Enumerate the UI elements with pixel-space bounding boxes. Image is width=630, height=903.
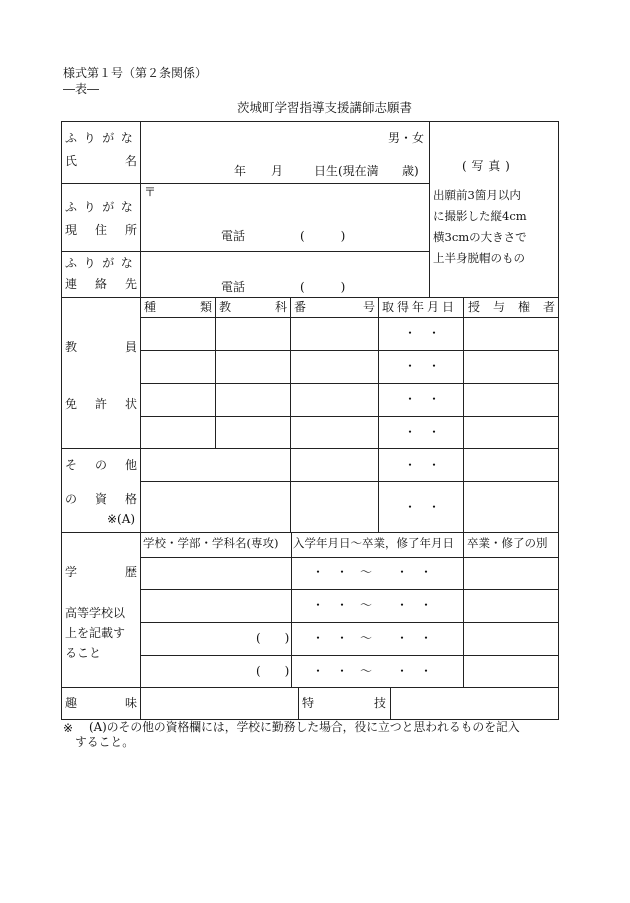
photo-instructions: 出願前3箇月以内 に撮影した縦4cm 横3cmの大きさで 上半身脱帽のもの <box>433 188 527 265</box>
license-date-2: ・ ・ <box>404 359 441 373</box>
license-date-3: ・ ・ <box>404 392 441 406</box>
education-note: 高等学校以 上を記載す ること <box>65 606 126 660</box>
gender-select[interactable]: 男・女 <box>388 131 425 145</box>
name-label: 氏 名 <box>65 154 137 168</box>
postal-mark: 〒 <box>144 185 157 199</box>
contact-furigana-label: ふりがな <box>65 256 140 270</box>
other-label-1: そ の 他 <box>65 458 137 472</box>
birth-month-label: 月 <box>271 164 284 178</box>
edu-major-parens-1: ( ) <box>256 631 290 645</box>
col-header-number: 番 号 <box>294 300 375 314</box>
contact-phone-label: 電話 <box>221 280 246 294</box>
license-date-1: ・ ・ <box>404 326 441 340</box>
other-date-1: ・ ・ <box>404 458 441 472</box>
col-header-type: 種 類 <box>144 300 212 314</box>
name-furigana-label: ふりがな <box>65 131 140 145</box>
edu-header-school: 学校・学部・学科名(専攻) <box>143 536 279 550</box>
photo-heading: (写真) <box>462 159 515 173</box>
edu-header-status: 卒業・修了の別 <box>467 536 548 550</box>
edu-period-4: ・ ・ ～ ・ ・ <box>312 664 433 678</box>
edu-period-3: ・ ・ ～ ・ ・ <box>312 631 433 645</box>
edu-period-1: ・ ・ ～ ・ ・ <box>312 565 433 579</box>
other-date-2: ・ ・ <box>404 500 441 514</box>
birth-year-label: 年 <box>234 164 247 178</box>
sub-label: ―表― <box>63 82 100 96</box>
edu-period-2: ・ ・ ～ ・ ・ <box>312 598 433 612</box>
address-phone-parens: ( ) <box>300 229 346 243</box>
skill-label: 特 技 <box>302 696 386 710</box>
address-furigana-label: ふりがな <box>65 200 140 214</box>
license-label-certificate: 免 許 状 <box>65 397 137 411</box>
other-label-note: ※(A) <box>107 512 136 526</box>
education-label: 学 歴 <box>65 565 137 579</box>
col-header-grantor: 授 与 権 者 <box>468 300 555 314</box>
age-suffix-label: 歳) <box>402 164 419 178</box>
birth-day-age-label: 日生(現在満 <box>314 164 379 178</box>
contact-phone-parens: ( ) <box>300 280 346 294</box>
hobby-label: 趣 味 <box>65 696 137 710</box>
col-header-subject: 教 科 <box>219 300 287 314</box>
edu-header-period: 入学年月日～卒業，修了年月日 <box>293 536 454 550</box>
license-date-4: ・ ・ <box>404 425 441 439</box>
edu-major-parens-2: ( ) <box>256 664 290 678</box>
address-phone-label: 電話 <box>221 229 246 243</box>
page-title: 茨城町学習指導支援講師志願書 <box>237 100 413 115</box>
contact-label: 連 絡 先 <box>65 277 137 291</box>
col-header-date: 取得年月日 <box>382 300 458 314</box>
form-number-label: 様式第１号（第２条関係） <box>63 66 208 80</box>
footnote-line-1: (A)のその他の資格欄には，学校に勤務した場合，役に立つと思われるものを記入 <box>89 720 520 734</box>
other-label-2: の 資 格 <box>65 492 137 506</box>
address-label: 現 住 所 <box>65 223 137 237</box>
footnote-line-2: すること。 <box>75 735 134 749</box>
license-label-teacher: 教 員 <box>65 340 137 354</box>
footnote-mark: ※ <box>63 721 74 735</box>
